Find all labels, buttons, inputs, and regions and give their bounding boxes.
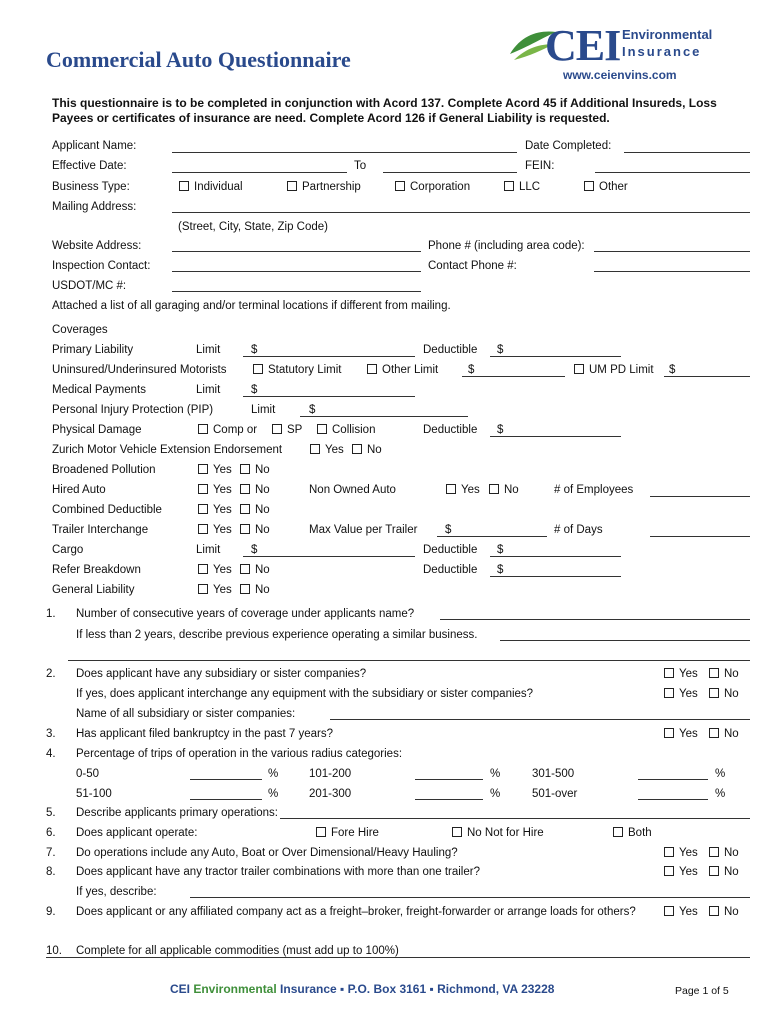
both-label: Both (628, 827, 652, 839)
logo-insurance: Insurance (622, 44, 702, 59)
q9-number: 9. (46, 906, 56, 918)
yes-label: Yes (213, 484, 232, 496)
date-completed-label: Date Completed: (525, 140, 612, 152)
not-for-hire-label: No Not for Hire (467, 827, 544, 839)
cargo-label: Cargo (52, 544, 84, 556)
no-label: No (724, 847, 739, 859)
street-hint: (Street, City, State, Zip Code) (178, 221, 328, 233)
no-label: No (724, 668, 739, 680)
medical-payments-label: Medical Payments (52, 384, 146, 396)
other-limit-checkbox[interactable] (367, 364, 377, 374)
contact-phone-field[interactable] (594, 271, 750, 272)
limit-label: Limit (196, 384, 221, 396)
q10-number: 10. (46, 945, 62, 957)
phone-label: Phone # (including area code): (428, 240, 585, 252)
num-employees-field[interactable] (650, 496, 750, 497)
hired-auto-no-checkbox[interactable] (240, 484, 250, 494)
to-label: To (354, 160, 367, 172)
attached-note: Attached a list of all garaging and/or terminal locations if different from mailing. (52, 300, 451, 312)
percent-sign: % (268, 788, 279, 800)
no-label: No (724, 728, 739, 740)
yes-label: Yes (213, 584, 232, 596)
radius-101-200-field[interactable] (415, 779, 483, 780)
logo-environmental: Environmental (622, 27, 713, 42)
dollar-sign: $ (251, 544, 258, 556)
gl-no-checkbox[interactable] (240, 584, 250, 594)
fein-label: FEIN: (525, 160, 555, 172)
yes-label: Yes (325, 444, 344, 456)
percent-sign: % (490, 768, 501, 780)
um-pd-limit-label: UM PD Limit (589, 364, 654, 376)
dollar-sign: $ (309, 404, 316, 416)
mailing-address-field[interactable] (172, 212, 750, 213)
other-limit-label: Other Limit (382, 364, 439, 376)
num-days-field[interactable] (650, 536, 750, 537)
percent-sign: % (715, 768, 726, 780)
fore-hire-checkbox[interactable] (316, 827, 326, 837)
other-limit-field[interactable] (462, 376, 565, 377)
general-liability-label: General Liability (52, 584, 135, 596)
radius-201-300-label: 201-300 (309, 788, 352, 800)
q9-yes-checkbox[interactable] (664, 906, 674, 916)
bt-partnership-checkbox[interactable] (287, 181, 297, 191)
q7-text: Do operations include any Auto, Boat or Over Dimensional/Heavy Hauling? (76, 847, 458, 859)
page-title: Commercial Auto Questionnaire (46, 47, 351, 72)
pollution-no-checkbox[interactable] (240, 464, 250, 474)
cargo-limit-field[interactable] (243, 556, 415, 557)
bt-llc-checkbox[interactable] (504, 181, 514, 191)
radius-301-500-field[interactable] (638, 779, 708, 780)
yes-label: Yes (213, 564, 232, 576)
comp-or-label: Comp or (213, 424, 258, 436)
combined-deductible-label: Combined Deductible (52, 504, 162, 516)
deductible-label: Deductible (423, 564, 478, 576)
radius-101-200-label: 101-200 (309, 768, 352, 780)
no-label: No (255, 524, 270, 536)
zurich-yes-checkbox[interactable] (310, 444, 320, 454)
radius-51-100-field[interactable] (190, 799, 262, 800)
no-label: No (504, 484, 519, 496)
bt-partnership-label: Partnership (302, 181, 361, 193)
dollar-sign: $ (251, 344, 258, 356)
medical-payments-limit-field[interactable] (243, 396, 415, 397)
dollar-sign: $ (497, 564, 504, 576)
um-pd-limit-checkbox[interactable] (574, 364, 584, 374)
effective-date-to-field[interactable] (383, 172, 517, 173)
q8-yes-checkbox[interactable] (664, 866, 674, 876)
limit-label: Limit (196, 544, 221, 556)
percent-sign: % (490, 788, 501, 800)
dollar-sign: $ (497, 344, 504, 356)
refer-yes-checkbox[interactable] (198, 564, 208, 574)
q1b-continuation-line[interactable] (68, 660, 750, 661)
physical-damage-deductible-field[interactable] (490, 436, 621, 437)
q1-number: 1. (46, 608, 56, 620)
q8b-text: If yes, describe: (76, 886, 157, 898)
cargo-deductible-field[interactable] (490, 556, 621, 557)
pollution-yes-checkbox[interactable] (198, 464, 208, 474)
contact-phone-label: Contact Phone #: (428, 260, 517, 272)
max-value-trailer-label: Max Value per Trailer (309, 524, 418, 536)
no-label: No (255, 504, 270, 516)
coverages-heading: Coverages (52, 324, 108, 336)
q4-text: Percentage of trips of operation in the various radius categories: (76, 748, 403, 760)
business-type-label: Business Type: (52, 181, 130, 193)
collision-label: Collision (332, 424, 376, 436)
refer-no-checkbox[interactable] (240, 564, 250, 574)
q7-no-checkbox[interactable] (709, 847, 719, 857)
q10-text: Complete for all applicable commodities (must add up to 100%) (76, 945, 399, 957)
phone-field[interactable] (594, 251, 750, 252)
q3-yes-checkbox[interactable] (664, 728, 674, 738)
q2-no-checkbox[interactable] (709, 668, 719, 678)
q7-yes-checkbox[interactable] (664, 847, 674, 857)
no-label: No (255, 464, 270, 476)
bt-individual-checkbox[interactable] (179, 181, 189, 191)
zurich-no-checkbox[interactable] (352, 444, 362, 454)
radius-51-100-label: 51-100 (76, 788, 112, 800)
q8-number: 8. (46, 866, 56, 878)
footer-rest: Insurance ▪ P.O. Box 3161 ▪ Richmond, VA 23228 (276, 982, 555, 996)
limit-label: Limit (251, 404, 276, 416)
effective-date-from-field[interactable] (172, 172, 347, 173)
q2b-no-checkbox[interactable] (709, 688, 719, 698)
no-label: No (367, 444, 382, 456)
combined-no-checkbox[interactable] (240, 504, 250, 514)
q3-number: 3. (46, 728, 56, 740)
radius-0-50-label: 0-50 (76, 768, 100, 780)
q5-number: 5. (46, 807, 56, 819)
dollar-sign: $ (445, 524, 452, 536)
fein-field[interactable] (595, 172, 750, 173)
bt-corporation-label: Corporation (410, 181, 471, 193)
logo-cei: CEI (545, 21, 621, 70)
percent-sign: % (715, 788, 726, 800)
usdot-label: USDOT/MC #: (52, 280, 127, 292)
inspection-contact-label: Inspection Contact: (52, 260, 151, 272)
both-checkbox[interactable] (613, 827, 623, 837)
yes-label: Yes (461, 484, 480, 496)
sp-label: SP (287, 424, 303, 436)
comp-checkbox[interactable] (198, 424, 208, 434)
footer-cei: CEI (170, 982, 194, 996)
not-for-hire-checkbox[interactable] (452, 827, 462, 837)
hired-auto-yes-checkbox[interactable] (198, 484, 208, 494)
radius-301-500-label: 301-500 (532, 768, 575, 780)
q10-separator (46, 957, 750, 958)
dollar-sign: $ (468, 364, 475, 376)
pip-limit-field[interactable] (300, 416, 468, 417)
q2-yes-checkbox[interactable] (664, 668, 674, 678)
website-label: Website Address: (52, 240, 142, 252)
trailer-no-checkbox[interactable] (240, 524, 250, 534)
dollar-sign: $ (251, 384, 258, 396)
num-employees-label: # of Employees (554, 484, 634, 496)
q5-text: Describe applicants primary operations: (76, 807, 278, 819)
date-completed-field[interactable] (624, 152, 750, 153)
q2c-text: Name of all subsidiary or sister companies: (76, 708, 296, 720)
q2b-text: If yes, does applicant interchange any equipment with the subsidiary or sister companies? (76, 688, 534, 700)
q9-text: Does applicant or any affiliated company act as a freight–broker, freight-forwarder or arrange loads for others? (76, 906, 636, 918)
pip-label: Personal Injury Protection (PIP) (52, 404, 214, 416)
applicant-name-label: Applicant Name: (52, 140, 137, 152)
q3-no-checkbox[interactable] (709, 728, 719, 738)
effective-date-label: Effective Date: (52, 160, 127, 172)
percent-sign: % (268, 768, 279, 780)
non-owned-yes-checkbox[interactable] (446, 484, 456, 494)
footer-address (170, 982, 554, 996)
q6-number: 6. (46, 827, 56, 839)
no-label: No (724, 688, 739, 700)
limit-label: Limit (196, 344, 221, 356)
mailing-address-label: Mailing Address: (52, 201, 137, 213)
radius-201-300-field[interactable] (415, 799, 483, 800)
um-uim-label: Uninsured/Underinsured Motorists (52, 364, 227, 376)
deductible-label: Deductible (423, 424, 478, 436)
non-owned-no-checkbox[interactable] (489, 484, 499, 494)
dollar-sign: $ (497, 544, 504, 556)
primary-liability-limit-field[interactable] (243, 356, 415, 357)
statutory-limit-checkbox[interactable] (253, 364, 263, 374)
footer-environmental: Environmental (193, 982, 277, 996)
q1b-field[interactable] (500, 640, 750, 641)
yes-label: Yes (213, 524, 232, 536)
non-owned-auto-label: Non Owned Auto (309, 484, 396, 496)
um-pd-limit-field[interactable] (664, 376, 750, 377)
q1-field[interactable] (440, 619, 750, 620)
collision-checkbox[interactable] (317, 424, 327, 434)
refer-deductible-field[interactable] (490, 576, 621, 577)
q3-text: Has applicant filed bankruptcy in the past 7 years? (76, 728, 333, 740)
q4-number: 4. (46, 748, 56, 760)
fore-hire-label: Fore Hire (331, 827, 379, 839)
no-label: No (255, 484, 270, 496)
trailer-yes-checkbox[interactable] (198, 524, 208, 534)
trailer-interchange-label: Trailer Interchange (52, 524, 149, 536)
intro-text: This questionnaire is to be completed in conjunction with Acord 137. Complete Acord 45 if Additional Insureds, Loss Payees or certificates of insurance are need. Complete Acord 126 if General Liability is requested. (52, 96, 717, 125)
q5-field[interactable] (280, 818, 750, 819)
yes-label: Yes (213, 504, 232, 516)
broadened-pollution-label: Broadened Pollution (52, 464, 156, 476)
dollar-sign: $ (497, 424, 504, 436)
no-label: No (724, 866, 739, 878)
zurich-label: Zurich Motor Vehicle Extension Endorsement (52, 444, 283, 456)
q2c-field[interactable] (330, 719, 750, 720)
yes-label: Yes (679, 728, 698, 740)
bt-individual-label: Individual (194, 181, 243, 193)
radius-501-over-label: 501-over (532, 788, 578, 800)
q8-no-checkbox[interactable] (709, 866, 719, 876)
inspection-contact-field[interactable] (172, 271, 421, 272)
sp-checkbox[interactable] (272, 424, 282, 434)
deductible-label: Deductible (423, 344, 478, 356)
yes-label: Yes (679, 906, 698, 918)
logo-url[interactable]: www.ceienvins.com (563, 68, 677, 82)
no-label: No (724, 906, 739, 918)
bt-llc-label: LLC (519, 181, 541, 193)
max-value-trailer-field[interactable] (437, 536, 547, 537)
yes-label: Yes (679, 866, 698, 878)
page-number: Page 1 of 5 (675, 985, 729, 997)
applicant-name-field[interactable] (172, 152, 517, 153)
q8-text: Does applicant have any tractor trailer combinations with more than one trailer? (76, 866, 480, 878)
bt-other-checkbox[interactable] (584, 181, 594, 191)
yes-label: Yes (213, 464, 232, 476)
primary-liability-label: Primary Liability (52, 344, 134, 356)
q7-number: 7. (46, 847, 56, 859)
q1b-text: If less than 2 years, describe previous experience operating a similar business. (76, 629, 478, 641)
yes-label: Yes (679, 847, 698, 859)
yes-label: Yes (679, 688, 698, 700)
q2-number: 2. (46, 668, 56, 680)
no-label: No (255, 584, 270, 596)
num-days-label: # of Days (554, 524, 603, 536)
deductible-label: Deductible (423, 544, 478, 556)
no-label: No (255, 564, 270, 576)
refer-breakdown-label: Refer Breakdown (52, 564, 141, 576)
hired-auto-label: Hired Auto (52, 484, 106, 496)
dollar-sign: $ (669, 364, 676, 376)
physical-damage-label: Physical Damage (52, 424, 142, 436)
website-field[interactable] (172, 251, 421, 252)
radius-0-50-field[interactable] (190, 779, 262, 780)
q8b-field[interactable] (190, 897, 750, 898)
q1-text: Number of consecutive years of coverage under applicants name? (76, 608, 415, 620)
primary-liability-deductible-field[interactable] (490, 356, 621, 357)
bt-corporation-checkbox[interactable] (395, 181, 405, 191)
usdot-field[interactable] (172, 291, 421, 292)
combined-yes-checkbox[interactable] (198, 504, 208, 514)
q9-no-checkbox[interactable] (709, 906, 719, 916)
radius-501-over-field[interactable] (638, 799, 708, 800)
q2-text: Does applicant have any subsidiary or sister companies? (76, 668, 367, 680)
bt-other-label: Other (599, 181, 628, 193)
yes-label: Yes (679, 668, 698, 680)
gl-yes-checkbox[interactable] (198, 584, 208, 594)
statutory-limit-label: Statutory Limit (268, 364, 342, 376)
q6-text: Does applicant operate: (76, 827, 198, 839)
q2b-yes-checkbox[interactable] (664, 688, 674, 698)
